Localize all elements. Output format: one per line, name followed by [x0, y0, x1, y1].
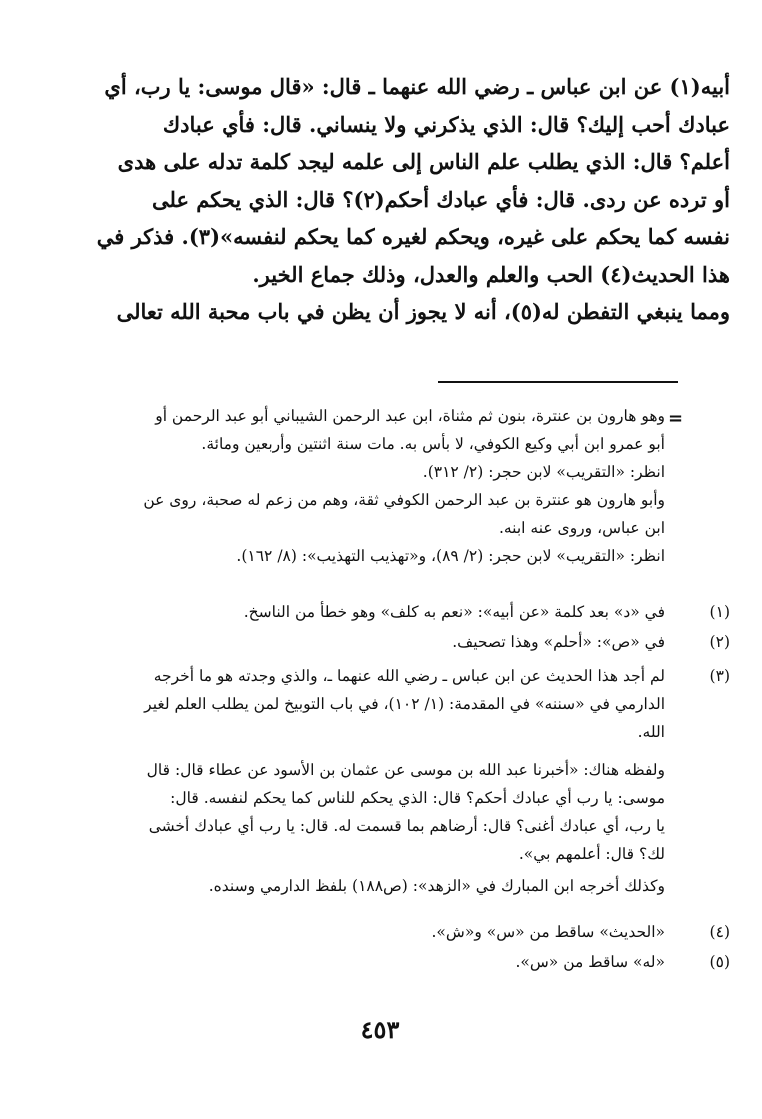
footnote-separator [438, 381, 678, 383]
footnote-line: أبو عمرو ابن أبي وكيع الكوفي، لا بأس به. مات سنة اثنتين وأربعين ومائة. [201, 435, 665, 453]
footnote-text: في «ص»: «أحلم» وهذا تصحيف. [452, 633, 665, 651]
main-line: أعلم؟ قال: الذي يطلب علم الناس إلى علمه ليجد كلمة تدله على هدى [117, 149, 730, 174]
footnote-line: ولفظه هناك: «أخبرنا عبد الله بن موسى عن عثمان بن الأسود عن عطاء قال: قال [146, 761, 665, 779]
main-text [90, 68, 730, 331]
main-line: عبادك أحب إليك؟ قال: الذي يذكرني ولا ينساني. قال: فأي عبادك [162, 111, 730, 137]
footnote-line: وهو هارون بن عنترة، بنون ثم مثناة، ابن عبد الرحمن الشيباني أبو عبد الرحمن أو [155, 407, 665, 425]
main-line: هذا الحديث(٤) الحب والعلم والعدل، وذلك جماع الخير. [252, 261, 730, 287]
footnote-line: ابن عباس، وروى عنه ابنه. [498, 519, 665, 537]
footnote-line: يا رب، أي عبادك أغنى؟ قال: أرضاهم بما قسمت له. قال: يا رب أي عبادك أخشى [148, 817, 665, 835]
footnote-number: (١) [709, 603, 730, 621]
footnote-line: انظر: «التقريب» لابن حجر: (٢/ ٣١٢). [422, 463, 665, 481]
footnote-text: لم أجد هذا الحديث عن ابن عباس ـ رضي الله عنهما ـ، والذي وجدته هو ما أخرجه [153, 667, 665, 685]
main-line: ومما ينبغي التفطن له(٥)، أنه لا يجوز أن يظن في باب محبة الله تعالى [116, 299, 730, 324]
footnote-line: وكذلك أخرجه ابن المبارك في «الزهد»: (ص١٨٨) بلفظ الدارمي وسنده. [208, 877, 665, 895]
main-line: أو ترده عن ردى. قال: فأي عبادك أحكم(٢)؟ قال: الذي يحكم على [152, 186, 730, 212]
footnote-line: موسى: يا رب أي عبادك أحكم؟ قال: الذي يحكم للناس كما يحكم لنفسه. قال: [170, 789, 665, 807]
footnote-continuation [90, 402, 665, 570]
footnote-text: الدارمي في «سننه» في المقدمة: (١/ ١٠٢)، في باب التوبيخ لمن يطلب العلم لغير [144, 695, 665, 713]
main-line: نفسه كما يحكم على غيره، ويحكم لغيره كما يحكم لنفسه»(٣). فذكر في [96, 224, 730, 249]
footnote-number: (٣) [709, 667, 730, 685]
footnote-line: انظر: «التقريب» لابن حجر: (٢/ ٨٩)، و«تهذيب التهذيب»: (٨/ ١٦٢). [236, 547, 665, 565]
page-number: ٤٥٣ [360, 1015, 400, 1044]
footnote-line: لك؟ قال: أعلمهم بي». [518, 845, 665, 863]
footnote-number: (٢) [709, 633, 730, 651]
footnote-text: الله. [637, 723, 665, 741]
footnote-text: في «د» بعد كلمة «عن أبيه»: «نعم به كلف» وهو خطأ من الناسخ. [243, 603, 665, 621]
footnote-number: (٥) [709, 953, 730, 971]
footnote-continuation-mark: = [668, 408, 684, 429]
footnote-text: «الحديث» ساقط من «س» و«ش». [431, 923, 665, 941]
footnote-line: وأبو هارون هو عنترة بن عبد الرحمن الكوفي ثقة، وهم من زعم له صحبة، روى عن [143, 491, 665, 509]
footnote-number: (٤) [709, 923, 730, 941]
footnote-text: «له» ساقط من «س». [515, 953, 665, 971]
footnote-3-quote [90, 756, 665, 900]
main-line: أبيه(١) عن ابن عباس ـ رضي الله عنهما ـ قال: «قال موسى: يا رب، أي [104, 74, 730, 99]
